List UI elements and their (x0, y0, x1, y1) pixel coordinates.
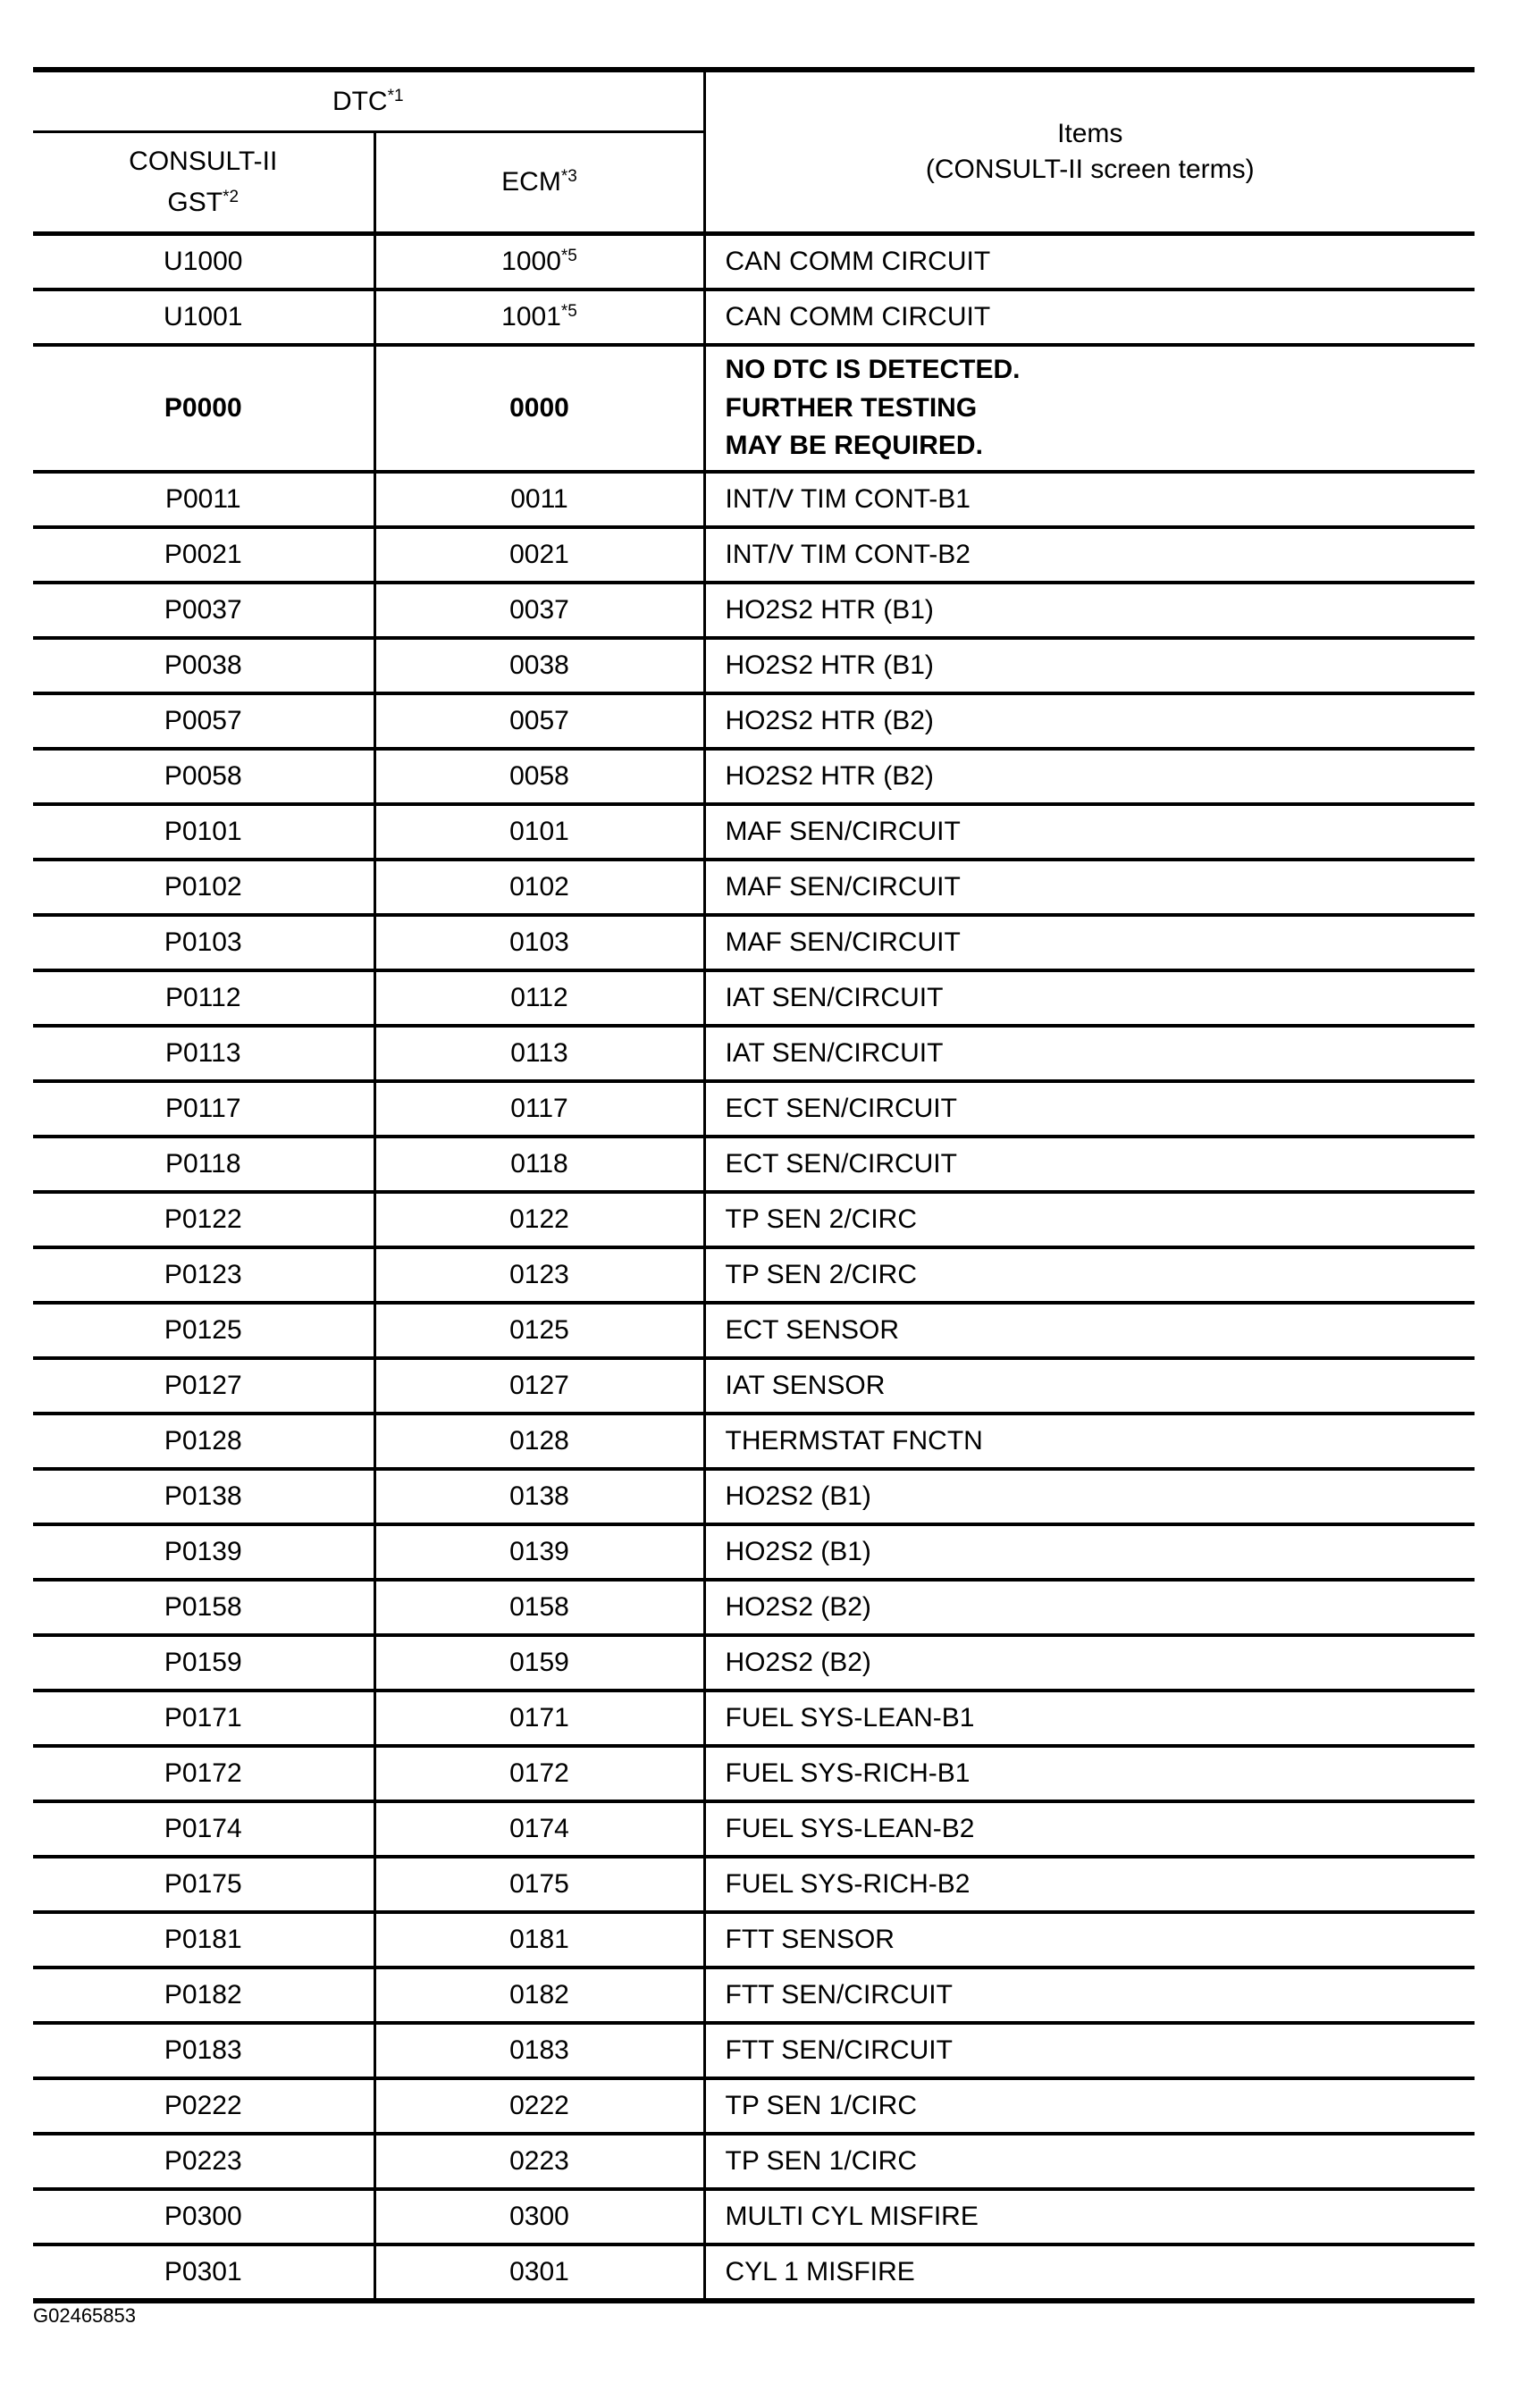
ecm-code-value: 0181 (509, 1925, 569, 1954)
figure-id: G02465853 (33, 2304, 136, 2327)
item-description: THERMSTAT FNCTN (704, 1414, 1475, 1469)
ecm-code (374, 1801, 704, 1857)
consult-header-line1: CONSULT-II (129, 146, 278, 176)
dtc-table (33, 67, 1475, 2303)
table-row (33, 970, 1475, 1026)
table-row (33, 860, 1475, 915)
consult-gst-code: P0000 (33, 345, 374, 472)
consult-gst-code: P0181 (33, 1912, 374, 1968)
ecm-code (374, 2189, 704, 2244)
item-description: HO2S2 (B1) (704, 1469, 1475, 1524)
table-row (33, 2134, 1475, 2189)
table-row (33, 1247, 1475, 1303)
ecm-code-value: 0158 (509, 1592, 569, 1622)
item-description: HO2S2 (B1) (704, 1524, 1475, 1580)
items-header-line2: (CONSULT-II screen terms) (925, 155, 1255, 184)
item-description: FUEL SYS-LEAN-B1 (704, 1691, 1475, 1746)
table-row (33, 1968, 1475, 2023)
consult-gst-code: P0058 (33, 749, 374, 804)
consult-gst-code: P0158 (33, 1580, 374, 1635)
item-description: HO2S2 (B2) (704, 1635, 1475, 1691)
ecm-code-value: 0300 (509, 2202, 569, 2231)
item-description-line: MAY BE REQUIRED. (725, 431, 983, 461)
item-description-line: NO DTC IS DETECTED. (725, 355, 1021, 385)
ecm-code-value: 0000 (509, 392, 569, 423)
ecm-code-value: 0125 (509, 1315, 569, 1345)
table-row (33, 2078, 1475, 2134)
table-row (33, 638, 1475, 693)
table-row (33, 234, 1475, 290)
consult-gst-code: P0300 (33, 2189, 374, 2244)
ecm-code (374, 804, 704, 860)
table-row (33, 804, 1475, 860)
item-description-line: FURTHER TESTING (725, 392, 978, 423)
table-row (33, 2244, 1475, 2301)
ecm-code-value: 1001 (501, 302, 561, 331)
ecm-code-value: 0122 (509, 1204, 569, 1234)
ecm-code (374, 1358, 704, 1414)
consult-gst-code: P0021 (33, 527, 374, 583)
consult-gst-code: P0128 (33, 1414, 374, 1469)
table-row (33, 1137, 1475, 1192)
table-row (33, 1026, 1475, 1081)
consult-gst-code: U1001 (33, 289, 374, 345)
consult-gst-code: P0038 (33, 638, 374, 693)
ecm-code-value: 1000 (501, 247, 561, 276)
ecm-code (374, 1524, 704, 1580)
ecm-code-value: 0057 (509, 706, 569, 735)
table-row (33, 1857, 1475, 1912)
ecm-code-value: 0127 (509, 1371, 569, 1400)
table-row (33, 1081, 1475, 1137)
item-description: FTT SENSOR (704, 1912, 1475, 1968)
item-description: HO2S2 (B2) (704, 1580, 1475, 1635)
table-row (33, 693, 1475, 749)
consult-gst-code: P0123 (33, 1247, 374, 1303)
consult-gst-code: P0122 (33, 1192, 374, 1247)
ecm-code (374, 1414, 704, 1469)
ecm-code (374, 1857, 704, 1912)
ecm-code (374, 1081, 704, 1137)
ecm-code (374, 749, 704, 804)
ecm-code (374, 2078, 704, 2134)
consult-gst-code: P0011 (33, 472, 374, 527)
ecm-code-value: 0021 (509, 540, 569, 569)
table-row (33, 1580, 1475, 1635)
table-row (33, 1746, 1475, 1801)
ecm-code-value: 0159 (509, 1648, 569, 1677)
table-row (33, 472, 1475, 527)
items-header-line1: Items (1057, 118, 1123, 148)
ecm-code (374, 1247, 704, 1303)
table-row (33, 583, 1475, 638)
consult-header-footnote: *2 (223, 188, 239, 206)
item-description: TP SEN 2/CIRC (704, 1247, 1475, 1303)
table-row (33, 1524, 1475, 1580)
ecm-code-value: 0102 (509, 872, 569, 902)
ecm-code-value: 0123 (509, 1260, 569, 1289)
ecm-code-value: 0058 (509, 761, 569, 791)
ecm-code-value: 0174 (509, 1814, 569, 1843)
consult-gst-code: P0159 (33, 1635, 374, 1691)
ecm-code-value: 0223 (509, 2146, 569, 2176)
table-row (33, 1912, 1475, 1968)
ecm-code-value: 0301 (509, 2257, 569, 2286)
consult-gst-code: P0127 (33, 1358, 374, 1414)
consult-gst-code: U1000 (33, 234, 374, 290)
item-description: ECT SENSOR (704, 1303, 1475, 1358)
consult-gst-code: P0175 (33, 1857, 374, 1912)
item-description (704, 345, 1475, 472)
ecm-code (374, 2244, 704, 2301)
table-header (33, 70, 1475, 234)
ecm-code (374, 1303, 704, 1358)
consult-gst-code: P0222 (33, 2078, 374, 2134)
ecm-code-value: 0118 (510, 1149, 568, 1179)
table-row (33, 1635, 1475, 1691)
item-description: MULTI CYL MISFIRE (704, 2189, 1475, 2244)
ecm-code (374, 1912, 704, 1968)
ecm-code (374, 1746, 704, 1801)
item-description: MAF SEN/CIRCUIT (704, 860, 1475, 915)
item-description: IAT SEN/CIRCUIT (704, 970, 1475, 1026)
table-row (33, 1469, 1475, 1524)
ecm-code (374, 2023, 704, 2078)
consult-gst-code: P0174 (33, 1801, 374, 1857)
ecm-code (374, 345, 704, 472)
item-description: FUEL SYS-RICH-B1 (704, 1746, 1475, 1801)
ecm-code (374, 638, 704, 693)
consult-gst-code: P0172 (33, 1746, 374, 1801)
ecm-code-value: 0172 (509, 1758, 569, 1788)
table-row (33, 1691, 1475, 1746)
ecm-code (374, 693, 704, 749)
consult-gst-code: P0113 (33, 1026, 374, 1081)
table-row (33, 1358, 1475, 1414)
item-description: CAN COMM CIRCUIT (704, 234, 1475, 290)
consult-gst-code: P0103 (33, 915, 374, 970)
consult-gst-code: P0182 (33, 1968, 374, 2023)
table-row (33, 527, 1475, 583)
item-description: TP SEN 1/CIRC (704, 2078, 1475, 2134)
ecm-code-value: 0101 (509, 817, 569, 846)
consult-gst-code: P0183 (33, 2023, 374, 2078)
item-description: INT/V TIM CONT-B2 (704, 527, 1475, 583)
ecm-code-value: 0103 (509, 927, 569, 957)
consult-gst-header (33, 132, 374, 234)
table-row (33, 1192, 1475, 1247)
consult-gst-code: P0118 (33, 1137, 374, 1192)
ecm-code (374, 2134, 704, 2189)
item-description: FTT SEN/CIRCUIT (704, 2023, 1475, 2078)
item-description: IAT SENSOR (704, 1358, 1475, 1414)
item-description: ECT SEN/CIRCUIT (704, 1081, 1475, 1137)
consult-gst-code: P0138 (33, 1469, 374, 1524)
ecm-code (374, 1691, 704, 1746)
ecm-code (374, 860, 704, 915)
item-description: MAF SEN/CIRCUIT (704, 915, 1475, 970)
dtc-header-label: DTC (332, 86, 388, 116)
item-description: HO2S2 HTR (B1) (704, 638, 1475, 693)
consult-header-line2: GST (167, 188, 223, 217)
item-description: IAT SEN/CIRCUIT (704, 1026, 1475, 1081)
item-description: HO2S2 HTR (B2) (704, 693, 1475, 749)
table-row (33, 345, 1475, 472)
table-body (33, 234, 1475, 2302)
ecm-header-footnote: *3 (560, 166, 577, 186)
consult-gst-code: P0301 (33, 2244, 374, 2301)
item-description: TP SEN 1/CIRC (704, 2134, 1475, 2189)
ecm-code (374, 583, 704, 638)
ecm-code-value: 0138 (509, 1481, 569, 1511)
ecm-code (374, 289, 704, 345)
item-description: CYL 1 MISFIRE (704, 2244, 1475, 2301)
ecm-code-value: 0038 (509, 650, 569, 680)
ecm-code-value: 0222 (509, 2091, 569, 2120)
ecm-header (374, 132, 704, 234)
ecm-code (374, 1635, 704, 1691)
ecm-code (374, 1137, 704, 1192)
ecm-code-footnote: *5 (560, 247, 577, 265)
consult-gst-code: P0057 (33, 693, 374, 749)
item-description: TP SEN 2/CIRC (704, 1192, 1475, 1247)
consult-gst-code: P0117 (33, 1081, 374, 1137)
item-description: ECT SEN/CIRCUIT (704, 1137, 1475, 1192)
table-row (33, 2023, 1475, 2078)
consult-gst-code: P0102 (33, 860, 374, 915)
ecm-code (374, 1580, 704, 1635)
consult-gst-code: P0037 (33, 583, 374, 638)
consult-gst-code: P0101 (33, 804, 374, 860)
ecm-code (374, 1026, 704, 1081)
ecm-code-value: 0112 (510, 983, 568, 1012)
ecm-code-footnote: *5 (560, 302, 577, 321)
item-description: FTT SEN/CIRCUIT (704, 1968, 1475, 2023)
item-description: FUEL SYS-RICH-B2 (704, 1857, 1475, 1912)
ecm-code-value: 0037 (509, 595, 569, 625)
item-description: HO2S2 HTR (B2) (704, 749, 1475, 804)
ecm-code-value: 0128 (509, 1426, 569, 1456)
consult-gst-code: P0125 (33, 1303, 374, 1358)
ecm-code (374, 915, 704, 970)
consult-gst-code: P0171 (33, 1691, 374, 1746)
consult-gst-code: P0223 (33, 2134, 374, 2189)
ecm-code-value: 0175 (509, 1869, 569, 1899)
ecm-code-value: 0182 (509, 1980, 569, 2009)
item-description: CAN COMM CIRCUIT (704, 289, 1475, 345)
ecm-code (374, 1469, 704, 1524)
ecm-code (374, 527, 704, 583)
items-header (704, 70, 1475, 234)
table-row (33, 1414, 1475, 1469)
consult-gst-code: P0112 (33, 970, 374, 1026)
ecm-code-value: 0139 (509, 1537, 569, 1566)
item-description: FUEL SYS-LEAN-B2 (704, 1801, 1475, 1857)
ecm-code (374, 970, 704, 1026)
ecm-code (374, 234, 704, 290)
dtc-table-sheet (33, 67, 1475, 2303)
ecm-code-value: 0117 (510, 1094, 568, 1123)
table-row (33, 289, 1475, 345)
table-row (33, 749, 1475, 804)
ecm-code-value: 0183 (509, 2035, 569, 2065)
table-row (33, 2189, 1475, 2244)
table-row (33, 915, 1475, 970)
table-row (33, 1801, 1475, 1857)
dtc-group-header (33, 70, 704, 132)
item-description: HO2S2 HTR (B1) (704, 583, 1475, 638)
ecm-code-value: 0113 (510, 1038, 568, 1068)
ecm-code-value: 0011 (510, 484, 568, 514)
ecm-code-value: 0171 (509, 1703, 569, 1733)
item-description: MAF SEN/CIRCUIT (704, 804, 1475, 860)
ecm-code (374, 1968, 704, 2023)
table-row (33, 1303, 1475, 1358)
ecm-code (374, 1192, 704, 1247)
ecm-header-label: ECM (501, 166, 561, 197)
consult-gst-code: P0139 (33, 1524, 374, 1580)
dtc-header-footnote: *1 (387, 86, 404, 105)
ecm-code (374, 472, 704, 527)
item-description: INT/V TIM CONT-B1 (704, 472, 1475, 527)
